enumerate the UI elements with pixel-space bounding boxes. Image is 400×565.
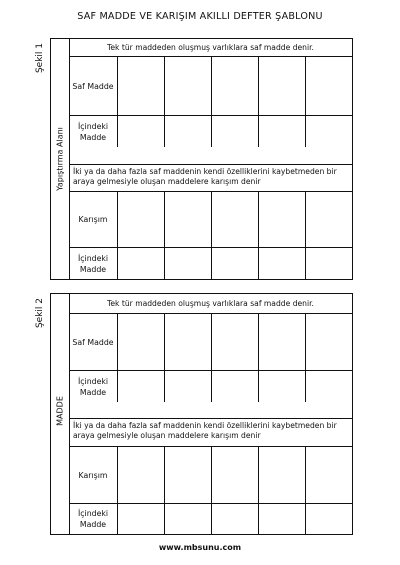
figure-2-side-strip — [51, 294, 70, 534]
blank-cell[interactable] — [118, 504, 165, 534]
figure-1-pure-label: Saf Madde — [69, 57, 118, 115]
blank-cell[interactable] — [165, 314, 212, 370]
blank-cell[interactable] — [212, 57, 259, 115]
blank-cell[interactable] — [165, 57, 212, 115]
figure-1-pure-definition: Tek tür maddeden oluşmuş varlıklara saf madde denir. — [69, 39, 352, 57]
figure-1-pure-row — [69, 57, 352, 115]
blank-cell[interactable] — [306, 116, 352, 147]
figure-2-label: Şekil 2 — [35, 297, 45, 329]
figure-1-label: Şekil 1 — [35, 42, 45, 74]
blank-cell[interactable] — [212, 314, 259, 370]
blank-cell[interactable] — [259, 192, 306, 247]
figure-2-frame — [50, 293, 353, 535]
figure-1-mixture-contents-row — [69, 247, 352, 279]
blank-cell[interactable] — [306, 371, 352, 402]
figure-1-contents-row — [69, 115, 352, 147]
blank-cell[interactable] — [259, 57, 306, 115]
figure-2-side-label: MADDE — [55, 396, 65, 426]
blank-cell[interactable] — [259, 116, 306, 147]
figure-1-mixture-definition: İki ya da daha fazla saf maddenin kendi özelliklerini kaybetmeden bir araya gelmesiyle oluşan maddelere karışım denir — [69, 164, 352, 192]
blank-cell[interactable] — [118, 57, 165, 115]
blank-cell[interactable] — [165, 248, 212, 279]
page-title: SAF MADDE VE KARIŞIM AKILLI DEFTER ŞABLONU — [77, 11, 323, 22]
blank-cell[interactable] — [306, 447, 352, 503]
blank-cell[interactable] — [212, 504, 259, 534]
blank-cell[interactable] — [118, 447, 165, 503]
blank-cell[interactable] — [212, 371, 259, 402]
figure-1-side-label: Yapıştırma Alanı — [55, 127, 65, 191]
figure-2-contents-row — [69, 370, 352, 402]
figure-2-pure-label: Saf Madde — [69, 314, 118, 370]
blank-cell[interactable] — [306, 504, 352, 534]
blank-cell[interactable] — [259, 248, 306, 279]
blank-cell[interactable] — [118, 314, 165, 370]
figure-2-pure-definition: Tek tür maddeden oluşmuş varlıklara saf madde denir. — [69, 294, 352, 314]
blank-cell[interactable] — [118, 116, 165, 147]
figure-1-mixture-row — [69, 192, 352, 247]
figure-2-pure-row — [69, 314, 352, 370]
figure-1-mixture-contents-label: İçindeki Madde — [69, 248, 118, 279]
blank-cell[interactable] — [118, 248, 165, 279]
footer-url: www.mbsunu.com — [158, 543, 242, 552]
blank-cell[interactable] — [212, 248, 259, 279]
figure-2-mixture-row — [69, 447, 352, 503]
figure-2-mixture-definition: İki ya da daha fazla saf maddenin kendi özelliklerini kaybetmeden bir araya gelmesiyle oluşan maddelere karışım denir — [69, 418, 352, 447]
figure-2-contents-label: İçindeki Madde — [69, 371, 118, 402]
blank-cell[interactable] — [165, 371, 212, 402]
blank-cell[interactable] — [306, 314, 352, 370]
figure-2-mixture-contents-label: İçindeki Madde — [69, 504, 118, 534]
blank-cell[interactable] — [306, 248, 352, 279]
figure-2-mixture-contents-row — [69, 503, 352, 534]
figure-1-frame — [50, 38, 353, 280]
blank-cell[interactable] — [306, 192, 352, 247]
figure-1-contents-label: İçindeki Madde — [69, 116, 118, 147]
figure-1-mixture-label: Karışım — [69, 192, 118, 247]
blank-cell[interactable] — [306, 57, 352, 115]
blank-cell[interactable] — [118, 371, 165, 402]
blank-cell[interactable] — [259, 447, 306, 503]
blank-cell[interactable] — [212, 116, 259, 147]
blank-cell[interactable] — [212, 447, 259, 503]
blank-cell[interactable] — [165, 116, 212, 147]
blank-cell[interactable] — [212, 192, 259, 247]
blank-cell[interactable] — [259, 504, 306, 534]
blank-cell[interactable] — [165, 504, 212, 534]
blank-cell[interactable] — [165, 447, 212, 503]
blank-cell[interactable] — [259, 314, 306, 370]
figure-2-mixture-label: Karışım — [69, 447, 118, 503]
blank-cell[interactable] — [259, 371, 306, 402]
blank-cell[interactable] — [118, 192, 165, 247]
blank-cell[interactable] — [165, 192, 212, 247]
figure-1-side-strip — [51, 39, 70, 279]
